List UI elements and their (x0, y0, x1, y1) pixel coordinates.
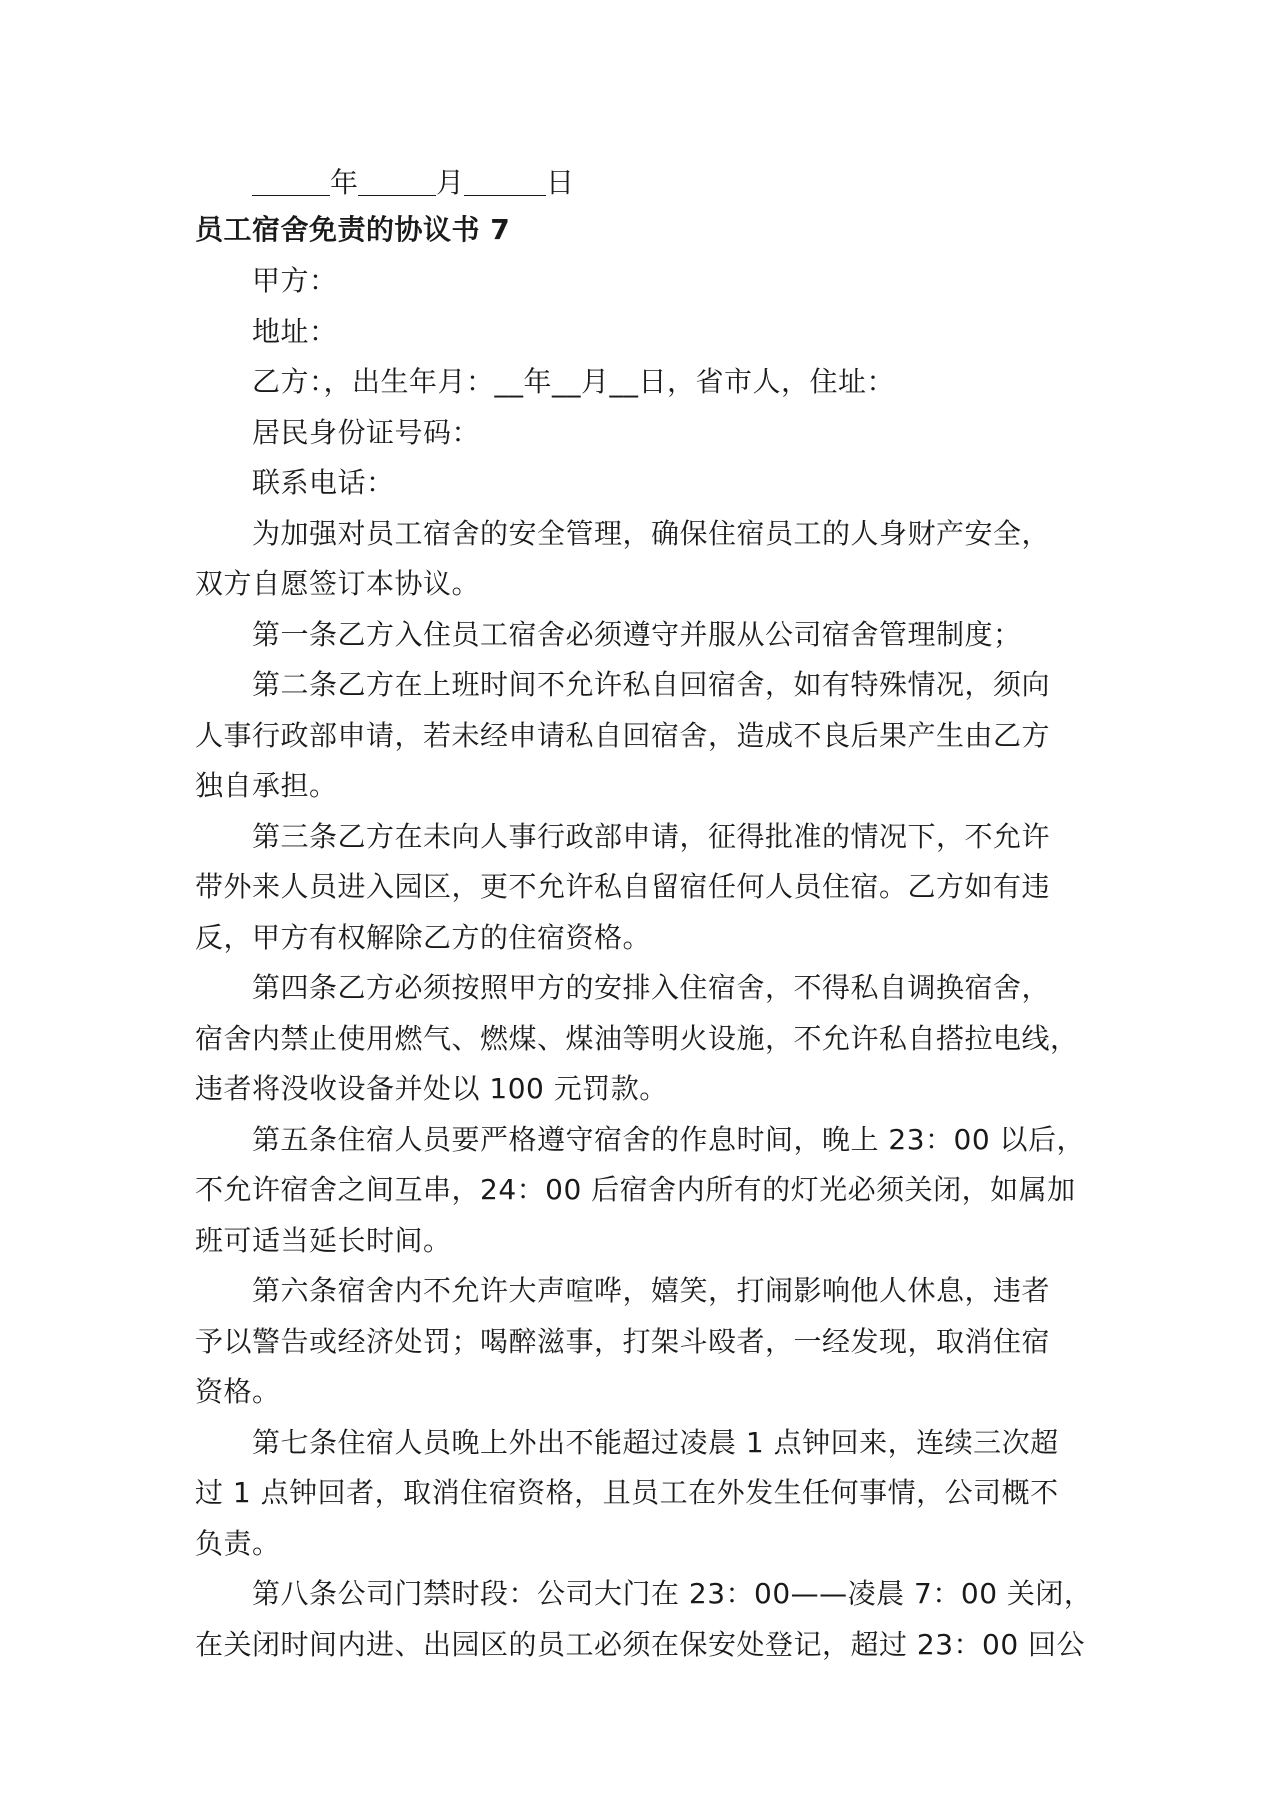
article-7-line-1: 第七条住宿人员晚上外出不能超过凌晨 1 点钟回来，连续三次超 (252, 1426, 1059, 1459)
article-6-line-2: 予以警告或经济处罚；喝醉滋事，打架斗殴者，一经发现，取消住宿 (195, 1325, 1051, 1358)
article-4-line-3: 违者将没收设备并处以 100 元罚款。 (195, 1072, 668, 1105)
article-3-line-1: 第三条乙方在未向人事行政部申请，征得批准的情况下，不允许 (252, 820, 1051, 853)
preamble-line-2: 双方自愿签订本协议。 (195, 567, 481, 600)
article-6-line-3: 资格。 (195, 1375, 281, 1408)
article-3-line-2: 带外来人员进入园区，更不允许私自留宿任何人员住宿。乙方如有违 (195, 870, 1051, 903)
day-label: 日 (546, 166, 575, 199)
date-line (252, 158, 574, 208)
article-8-line-1: 第八条公司门禁时段：公司大门在 23：00——凌晨 7：00 关闭， (252, 1577, 1093, 1610)
document-heading: 员工宿舍免责的协议书 7 (195, 213, 511, 246)
day-blank (464, 165, 546, 196)
article-5-line-3: 班可适当延长时间。 (195, 1224, 452, 1257)
article-7-line-2: 过 1 点钟回者，取消住宿资格，且员工在外发生任何事情，公司概不 (195, 1476, 1059, 1509)
year-blank (252, 165, 330, 196)
article-5-line-1: 第五条住宿人员要严格遵守宿舍的作息时间，晚上 23：00 以后， (252, 1123, 1086, 1156)
article-7-line-3: 负责。 (195, 1527, 281, 1560)
month-blank (358, 165, 436, 196)
month-label: 月 (436, 166, 465, 199)
article-4-line-1: 第四条乙方必须按照甲方的安排入住宿舍，不得私自调换宿舍， (252, 971, 1051, 1004)
article-4-line-2: 宿舍内禁止使用燃气、燃煤、煤油等明火设施，不允许私自搭拉电线， (195, 1022, 1079, 1055)
article-5-line-2: 不允许宿舍之间互串，24：00 后宿舍内所有的灯光必须关闭，如属加 (195, 1173, 1076, 1206)
article-8-line-2: 在关闭时间内进、出园区的员工必须在保安处登记，超过 23：00 回公 (195, 1628, 1086, 1661)
preamble-line-1: 为加强对员工宿舍的安全管理，确保住宿员工的人身财产安全， (252, 517, 1051, 550)
id-number-line: 居民身份证号码： (252, 416, 481, 449)
year-label: 年 (330, 166, 359, 199)
phone-line: 联系电话： (252, 466, 395, 499)
article-1-line-1: 第一条乙方入住员工宿舍必须遵守并服从公司宿舍管理制度； (252, 618, 1022, 651)
article-3-line-3: 反，甲方有权解除乙方的住宿资格。 (195, 921, 652, 954)
article-6-line-1: 第六条宿舍内不允许大声喧哗，嬉笑，打闹影响他人休息，违者 (252, 1274, 1051, 1307)
article-2-line-1: 第二条乙方在上班时间不允许私自回宿舍，如有特殊情况，须向 (252, 668, 1051, 701)
party-b-line: 乙方：，出生年月：__年__月__日，省市人，住址： (252, 365, 896, 398)
party-a-line: 甲方： (252, 264, 338, 297)
article-2-line-2: 人事行政部申请，若未经申请私自回宿舍，造成不良后果产生由乙方 (195, 719, 1051, 752)
article-2-line-3: 独自承担。 (195, 769, 338, 802)
address-line: 地址： (252, 315, 338, 348)
